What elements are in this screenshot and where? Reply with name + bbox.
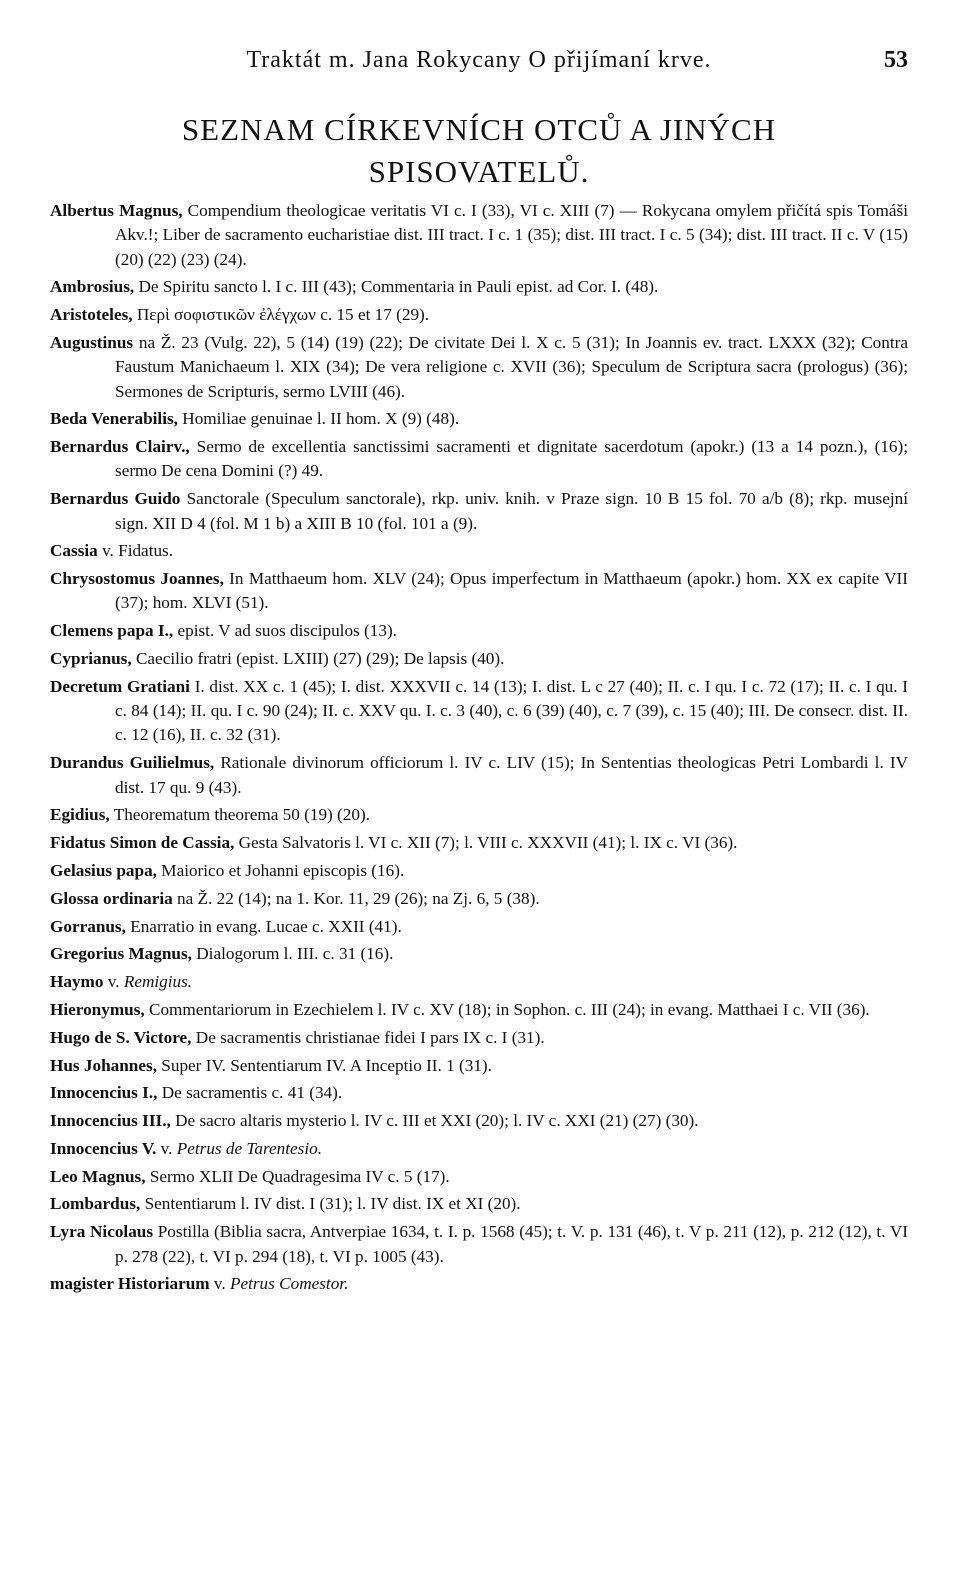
entry-heading: Innocencius V. xyxy=(50,1138,157,1158)
entry-reference: Petrus Comestor. xyxy=(229,1274,349,1294)
page-number: 53 xyxy=(884,47,908,73)
index-entry xyxy=(50,942,908,966)
entry-text: De sacramentis c. 41 (34). xyxy=(157,1083,343,1103)
entry-text: Sermo de excellentia sanctissimi sacramenti et dignitate sacerdotum (apokr.) (13 a 14 pozn.), (16); sermo De cena Domini (?) 49. xyxy=(115,437,909,481)
entry-heading: Gorranus, xyxy=(50,916,126,936)
entry-heading: Cyprianus, xyxy=(50,649,132,669)
running-head xyxy=(50,40,908,80)
index-entry xyxy=(50,1026,908,1050)
entry-text: v. xyxy=(103,972,124,992)
entry-text: De sacro altaris mysterio l. IV c. III et XXI (20); l. IV c. XXI (21) (27) (30). xyxy=(170,1111,699,1131)
index-entry xyxy=(50,915,908,939)
entry-heading: Durandus Guilielmus, xyxy=(50,753,215,773)
entry-reference: Remigius. xyxy=(123,972,193,992)
entry-heading: Cassia xyxy=(50,541,98,561)
index-entry xyxy=(50,303,908,327)
entry-heading: Bernardus Clairv., xyxy=(50,437,190,457)
entry-text: na Ž. 23 (Vulg. 22), 5 (14) (19) (22); De civitate Dei l. X c. 5 (31); In Joannis ev. tract. LXXX (32); Contra Faustum Manichaeum l. XIX (34); De vera religione c. XVII (36); Speculum de Scriptura sacra (prologus) (36); Sermones de Scripturis, sermo LVIII (46). xyxy=(115,332,908,401)
entry-heading: Lyra Nicolaus xyxy=(50,1222,154,1242)
entry-heading: Lombardus, xyxy=(50,1194,141,1214)
index-entry xyxy=(50,567,908,616)
entry-text: Enarratio in evang. Lucae c. XXII (41). xyxy=(125,916,402,936)
entry-text: Homiliae genuinae l. II hom. X (9) (48). xyxy=(177,409,460,429)
index-entry xyxy=(50,1109,908,1133)
entry-heading: Albertus Magnus, xyxy=(50,201,183,220)
entry-heading: Beda Venerabilis, xyxy=(50,409,178,429)
entry-heading: Clemens papa I., xyxy=(50,621,174,641)
index-entry xyxy=(50,275,908,299)
entry-heading: Hugo de S. Victore, xyxy=(50,1027,192,1047)
entry-text: v. xyxy=(156,1138,177,1158)
entry-text: Caecilio fratri (epist. LXIII) (27) (29); De lapsis (40). xyxy=(131,649,505,669)
index-entry xyxy=(50,751,908,800)
index-entry xyxy=(50,435,908,484)
entry-heading: Leo Magnus, xyxy=(50,1166,146,1186)
entry-text: epist. V ad suos discipulos (13). xyxy=(173,621,397,641)
entry-heading: Glossa ordinaria xyxy=(50,888,173,908)
index-entry xyxy=(50,647,908,671)
index-entries xyxy=(50,199,908,1300)
entry-heading: magister Historiarum xyxy=(50,1274,210,1294)
entry-text: Dialogorum l. III. c. 31 (16). xyxy=(191,944,394,964)
entry-heading: Hus Johannes, xyxy=(50,1055,157,1075)
entry-text: Sanctorale (Speculum sanctorale), rkp. univ. knih. v Praze sign. 10 B 15 fol. 70 a/b (8); rkp. musejní sign. XII D 4 (fol. M 1 b) a XIII B 10 (fol. 101 a (9). xyxy=(115,489,908,533)
entry-text: Περὶ σοφιστικῶν ἐλέγχων c. 15 et 17 (29). xyxy=(132,305,430,325)
entry-heading: Bernardus Guido xyxy=(50,489,181,509)
index-entry xyxy=(50,199,908,272)
index-entry xyxy=(50,331,908,404)
entry-text: Sermo XLII De Quadragesima IV c. 5 (17). xyxy=(145,1166,450,1186)
index-entry xyxy=(50,487,908,536)
index-entry xyxy=(50,1081,908,1105)
index-entry xyxy=(50,998,908,1022)
entry-heading: Innocencius III., xyxy=(50,1111,171,1131)
index-entry xyxy=(50,407,908,431)
entry-text: Gesta Salvatoris l. VI c. XII (7); l. VIII c. XXXVII (41); l. IX c. VI (36). xyxy=(234,833,738,853)
entry-text: v. xyxy=(209,1274,230,1294)
index-entry xyxy=(50,1137,908,1161)
entry-text: Rationale divinorum officiorum l. IV c. LIV (15); In Sententias theologicas Petri Lombardi l. IV dist. 17 qu. 9 (43). xyxy=(115,753,909,797)
entry-text: na Ž. 22 (14); na 1. Kor. 11, 29 (26); na Zj. 6, 5 (38). xyxy=(172,888,540,908)
entry-heading: Fidatus Simon de Cassia, xyxy=(50,833,235,853)
entry-heading: Hieronymus, xyxy=(50,999,145,1019)
entry-text: Compendium theologicae veritatis VI c. I (33), VI c. XIII (7) — Rokycana omylem přičítá spis Tomáši Akv.!; Liber de sacramento eucharistiae dist. III tract. I c. 1 (35); dist. III tract. I c. 5 (34); dist. III tract. II c. V (15) (20) (22) (23) (24). xyxy=(115,201,908,269)
index-entry xyxy=(50,675,908,748)
running-title: Traktát m. Jana Rokycany O přijímaní krve. xyxy=(246,47,712,73)
index-entry xyxy=(50,619,908,643)
index-entry xyxy=(50,803,908,827)
entry-heading: Innocencius I., xyxy=(50,1083,158,1103)
entry-text: Postilla (Biblia sacra, Antverpiae 1634, t. I. p. 1568 (45); t. V. p. 131 (46), t. V p. 211 (12), p. 212 (12), t. VI p. 278 (22), t. VI p. 294 (18), t. VI p. 1005 (43). xyxy=(115,1222,909,1266)
entry-heading: Gregorius Magnus, xyxy=(50,944,192,964)
entry-heading: Haymo xyxy=(50,972,104,992)
index-entry xyxy=(50,970,908,994)
entry-text: Super IV. Sententiarum IV. A Inceptio II. 1 (31). xyxy=(157,1055,492,1075)
entry-text: De sacramentis christianae fidei I pars IX c. I (31). xyxy=(191,1027,545,1047)
entry-text: Maiorico et Johanni episcopis (16). xyxy=(156,860,405,880)
index-entry xyxy=(50,831,908,855)
section-title-line-2: SPISOVATELŮ. xyxy=(368,154,590,189)
index-entry xyxy=(50,1220,908,1269)
section-title-line-1: SEZNAM CÍRKEVNÍCH OTCŮ A JINÝCH xyxy=(181,112,777,147)
entry-heading: Ambrosius, xyxy=(50,277,135,297)
index-entry xyxy=(50,1054,908,1078)
index-entry xyxy=(50,887,908,911)
entry-heading: Aristoteles, xyxy=(50,305,133,325)
index-entry xyxy=(50,859,908,883)
entry-heading: Chrysostomus Joannes, xyxy=(50,569,224,589)
index-entry xyxy=(50,1192,908,1216)
entry-heading: Gelasius papa, xyxy=(50,860,157,880)
index-entry xyxy=(50,1272,908,1296)
entry-text: v. Fidatus. xyxy=(97,541,174,561)
entry-text: In Matthaeum hom. XLV (24); Opus imperfectum in Matthaeum (apokr.) hom. XX ex capite VII (37); hom. XLVI (51). xyxy=(115,569,908,613)
entry-heading: Egidius, xyxy=(50,805,110,825)
entry-heading: Decretum Gratiani xyxy=(50,676,190,696)
entry-text: Sententiarum l. IV dist. I (31); l. IV dist. IX et XI (20). xyxy=(140,1194,521,1214)
index-entry xyxy=(50,539,908,563)
entry-text: Theorematum theorema 50 (19) (20). xyxy=(109,805,370,825)
entry-heading: Augustinus xyxy=(50,332,134,352)
entry-text: Commentariorum in Ezechielem l. IV c. XV (18); in Sophon. c. III (24); in evang. Matthaei I c. VII (36). xyxy=(144,999,870,1019)
entry-reference: Petrus de Tarentesio. xyxy=(176,1138,323,1158)
entry-text: De Spiritu sancto l. I c. III (43); Commentaria in Pauli epist. ad Cor. I. (48). xyxy=(134,277,659,297)
index-entry xyxy=(50,1165,908,1189)
entry-text: I. dist. XX c. 1 (45); I. dist. XXXVII c. 14 (13); I. dist. L c 27 (40); II. c. I qu. I c. 72 (17); II. c. I qu. I c. 84 (14); II. qu. I c. 90 (24); II. c. XXV qu. I. c. 3 (40), c. 6 (39) (40), c. 7 (39), c. 15 (40); III. De consecr. dist. II. c. 12 (16), II. c. 32 (31). xyxy=(115,676,909,745)
